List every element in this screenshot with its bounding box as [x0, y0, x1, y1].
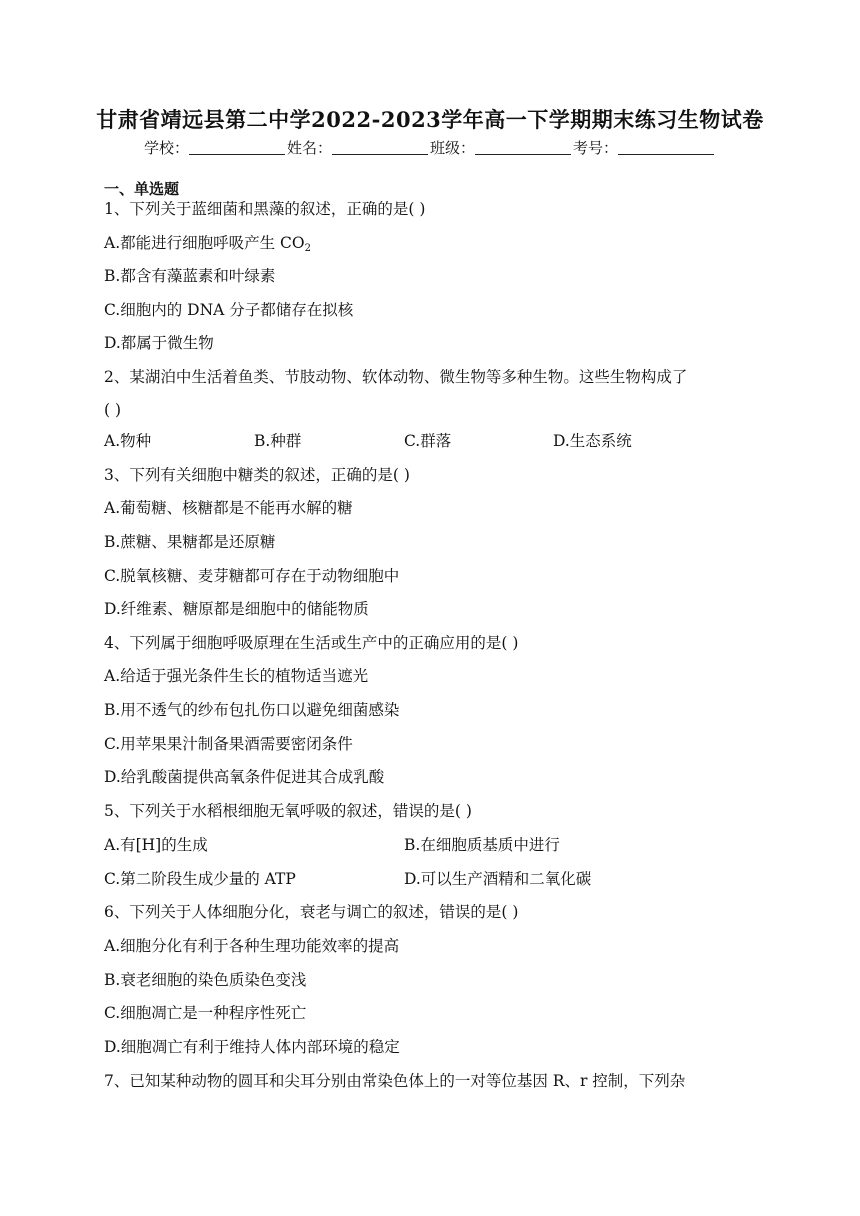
question-2-option-b: B.种群	[254, 432, 302, 450]
question-4-option-b: B.用不透气的纱布包扎伤口以避免细菌感染	[104, 701, 400, 719]
question-5-option-d: D.可以生产酒精和二氧化碳	[404, 870, 592, 888]
question-6-option-a: A.细胞分化有利于各种生理功能效率的提高	[104, 937, 400, 955]
school-label: 学校：	[143, 139, 189, 157]
name-blank[interactable]	[332, 140, 428, 155]
question-5-stem: 5、下列关于水稻根细胞无氧呼吸的叙述，错误的是( )	[104, 802, 472, 820]
question-6-option-d: D.细胞凋亡有利于维持人体内部环境的稳定	[104, 1038, 400, 1056]
exam-number-blank[interactable]	[618, 140, 714, 155]
class-label: 班级：	[430, 139, 476, 157]
question-5-option-b: B.在细胞质基质中进行	[404, 836, 560, 854]
subscript: 2	[304, 243, 311, 254]
question-3-option-c: C.脱氧核糖、麦芽糖都可存在于动物细胞中	[104, 567, 400, 585]
question-4-option-c: C.用苹果果汁制备果酒需要密闭条件	[104, 735, 353, 753]
question-2-option-a: A.物种	[104, 432, 152, 450]
question-3-option-d: D.纤维素、糖原都是细胞中的储能物质	[104, 600, 369, 618]
exam-number-label: 考号：	[573, 139, 619, 157]
question-6-option-c: C.细胞凋亡是一种程序性死亡	[104, 1004, 307, 1022]
question-3-stem: 3、下列有关细胞中糖类的叙述，正确的是( )	[104, 466, 410, 484]
section-heading: 一、单选题	[104, 180, 180, 198]
question-1-option-c: C.细胞内的 DNA 分子都储存在拟核	[104, 301, 354, 319]
question-2-stem-continued: ( )	[104, 401, 122, 419]
question-5-option-c: C.第二阶段生成少量的 ATP	[104, 870, 296, 888]
question-2-option-c: C.群落	[404, 432, 452, 450]
question-1-option-d: D.都属于微生物	[104, 334, 214, 352]
question-4-option-a: A.给适于强光条件生长的植物适当遮光	[104, 667, 369, 685]
question-6-stem: 6、下列关于人体细胞分化，衰老与调亡的叙述，错误的是( )	[104, 903, 519, 921]
page-title: 甘肃省靖远县第二中学2022-2023学年高一下学期期末练习生物试卷	[96, 107, 764, 132]
question-6-option-b: B.衰老细胞的染色质染色变浅	[104, 971, 307, 989]
class-blank[interactable]	[475, 140, 571, 155]
question-3-option-b: B.蔗糖、果糖都是还原糖	[104, 533, 276, 551]
option-a-text: A.都能进行细胞呼吸产生 CO	[104, 234, 305, 252]
question-2-option-d: D.生态系统	[553, 432, 632, 450]
student-info-line	[0, 137, 860, 158]
school-blank[interactable]	[189, 140, 285, 155]
name-label: 姓名：	[286, 139, 332, 157]
question-5-option-a: A.有[H]的生成	[104, 836, 208, 854]
question-4-stem: 4、下列属于细胞呼吸原理在生活或生产中的正确应用的是( )	[104, 634, 519, 652]
question-7-stem: 7、已知某种动物的圆耳和尖耳分别由常染色体上的一对等位基因 R、r 控制，下列杂	[104, 1072, 686, 1090]
question-4-option-d: D.给乳酸菌提供高氧条件促进其合成乳酸	[104, 768, 385, 786]
question-1-option-b: B.都含有藻蓝素和叶绿素	[104, 267, 276, 285]
question-1-option-a	[104, 233, 311, 259]
question-3-option-a: A.葡萄糖、核糖都是不能再水解的糖	[104, 499, 353, 517]
question-2-stem: 2、某湖泊中生活着鱼类、节肢动物、软体动物、微生物等多种生物。这些生物构成了	[104, 368, 688, 386]
question-1-stem: 1、下列关于蓝细菌和黑藻的叙述，正确的是( )	[104, 200, 426, 218]
